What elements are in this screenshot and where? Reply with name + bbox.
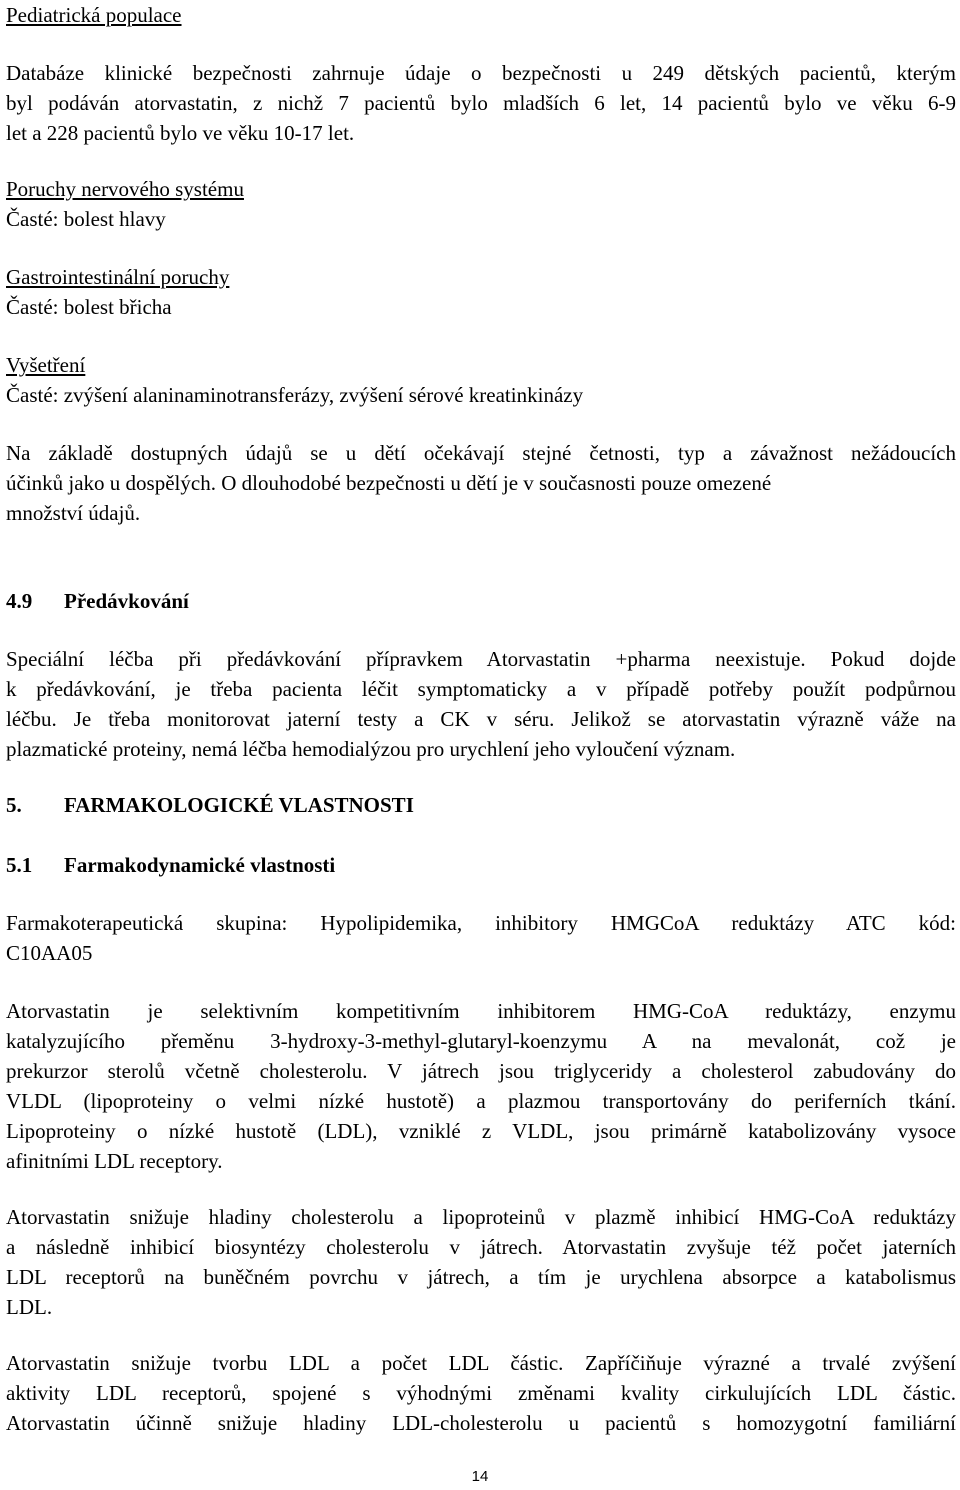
paragraph-line: Speciální léčba při předávkování přípravkem Atorvastatin +pharma neexistuje. Pokud dojde bbox=[6, 647, 956, 671]
section-title: FARMAKOLOGICKÉ VLASTNOSTI bbox=[64, 793, 414, 817]
paragraph-line: léčbu. Je třeba monitorovat jaterní testy a CK v séru. Jelikož se atorvastatin výrazně váže na bbox=[6, 707, 956, 731]
paragraph-line: katalyzujícího přeměnu 3-hydroxy-3-methyl-glutaryl-koenzymu A na mevalonát, což je bbox=[6, 1029, 956, 1053]
paragraph-line: aktivity LDL receptorů, spojené s výhodnými změnami kvality cirkulujících LDL částic. bbox=[6, 1381, 956, 1405]
paragraph-line: Farmakoterapeutická skupina: Hypolipidemika, inhibitory HMGCoA reduktázy ATC kód: bbox=[6, 911, 956, 935]
pharmacodynamic-heading bbox=[6, 850, 956, 880]
paragraph-line: Atorvastatin snižuje tvorbu LDL a počet LDL částic. Zapříčiňuje výrazné a trvalé zvýšení bbox=[6, 1351, 956, 1375]
subsection-text: Časté: zvýšení alaninaminotransferázy, zvýšení sérové kreatinkinázy bbox=[6, 383, 584, 407]
subsection-heading: Gastrointestinální poruchy bbox=[6, 265, 230, 289]
pediatric-section bbox=[6, 0, 956, 30]
paragraph-line: množství údajů. bbox=[6, 501, 141, 525]
paragraph-line: let a 228 pacientů bylo ve věku 10-17 let. bbox=[6, 121, 355, 145]
section-title: Pediatrická populace bbox=[6, 3, 182, 27]
paragraph-line: C10AA05 bbox=[6, 941, 93, 965]
ldl-paragraph bbox=[6, 1348, 956, 1438]
section-title: Farmakodynamické vlastnosti bbox=[64, 853, 336, 877]
subsection-text: Časté: bolest hlavy bbox=[6, 207, 166, 231]
paragraph-line: k předávkování, je třeba pacienta léčit symptomaticky a v případě potřeby použít podpůrnou bbox=[6, 677, 956, 701]
mechanism-paragraph bbox=[6, 996, 956, 1176]
gastrointestinal-section bbox=[6, 262, 956, 322]
pediatric-conclusion bbox=[6, 438, 956, 528]
paragraph-line: prekurzor sterolů včetně cholesterolu. V játrech jsou triglyceridy a cholesterol zabudovány do bbox=[6, 1059, 956, 1083]
pharmacological-heading bbox=[6, 790, 956, 820]
subsection-text: Časté: bolest břicha bbox=[6, 295, 172, 319]
paragraph-line: Lipoproteiny o nízké hustotě (LDL), vzniklé z VLDL, jsou primárně katabolizovány vysoce bbox=[6, 1119, 956, 1143]
paragraph-line: plazmatické proteiny, nemá léčba hemodialýzou pro urychlení jeho vyloučení význam. bbox=[6, 737, 736, 761]
paragraph-line: byl podáván atorvastatin, z nichž 7 pacientů bylo mladších 6 let, 14 pacientů bylo ve věku 6-9 bbox=[6, 91, 956, 115]
section-number: 5.1 bbox=[6, 853, 33, 877]
overdose-heading bbox=[6, 586, 956, 616]
paragraph-line: Atorvastatin je selektivním kompetitivním inhibitorem HMG-CoA reduktázy, enzymu bbox=[6, 999, 956, 1023]
section-number: 5. bbox=[6, 793, 22, 817]
pediatric-intro bbox=[6, 58, 956, 148]
paragraph-line: Atorvastatin snižuje hladiny cholesterolu a lipoproteinů v plazmě inhibicí HMG-CoA reduktázy bbox=[6, 1205, 956, 1229]
paragraph-line: LDL. bbox=[6, 1295, 53, 1319]
section-heading bbox=[6, 850, 956, 880]
investigations-section bbox=[6, 350, 956, 410]
section-heading bbox=[6, 586, 956, 616]
overdose-text bbox=[6, 644, 956, 764]
paragraph-line: a následně inhibicí biosyntézy cholesterolu v játrech. Atorvastatin zvyšuje též počet jaterních bbox=[6, 1235, 956, 1259]
page-number: 14 bbox=[471, 1468, 489, 1485]
paragraph-line: Atorvastatin účinně snižuje hladiny LDL-cholesterolu u pacientů s homozygotní familiární bbox=[6, 1411, 956, 1435]
nervous-system-section bbox=[6, 174, 956, 234]
section-title: Předávkování bbox=[64, 589, 189, 613]
section-number: 4.9 bbox=[6, 589, 33, 613]
cholesterol-paragraph bbox=[6, 1202, 956, 1322]
section-heading bbox=[6, 790, 956, 820]
paragraph-line: Na základě dostupných údajů se u dětí očekávají stejné četnosti, typ a závažnost nežádoucích bbox=[6, 441, 956, 465]
paragraph-line: LDL receptorů na buněčném povrchu v játrech, a tím je urychlena absorpce a katabolismus bbox=[6, 1265, 956, 1289]
paragraph-line: účinků jako u dospělých. O dlouhodobé bezpečnosti u dětí je v současnosti pouze omezené bbox=[6, 471, 772, 495]
subsection-heading: Poruchy nervového systému bbox=[6, 177, 244, 201]
paragraph-line: afinitními LDL receptory. bbox=[6, 1149, 223, 1173]
pharmacotherapeutic-group bbox=[6, 908, 956, 968]
subsection-heading: Vyšetření bbox=[6, 353, 86, 377]
paragraph-line: Databáze klinické bezpečnosti zahrnuje údaje o bezpečnosti u 249 dětských pacientů, kterým bbox=[6, 61, 956, 85]
paragraph-line: VLDL (lipoproteiny o velmi nízké hustotě) a plazmou transportovány do periferních tkání. bbox=[6, 1089, 956, 1113]
